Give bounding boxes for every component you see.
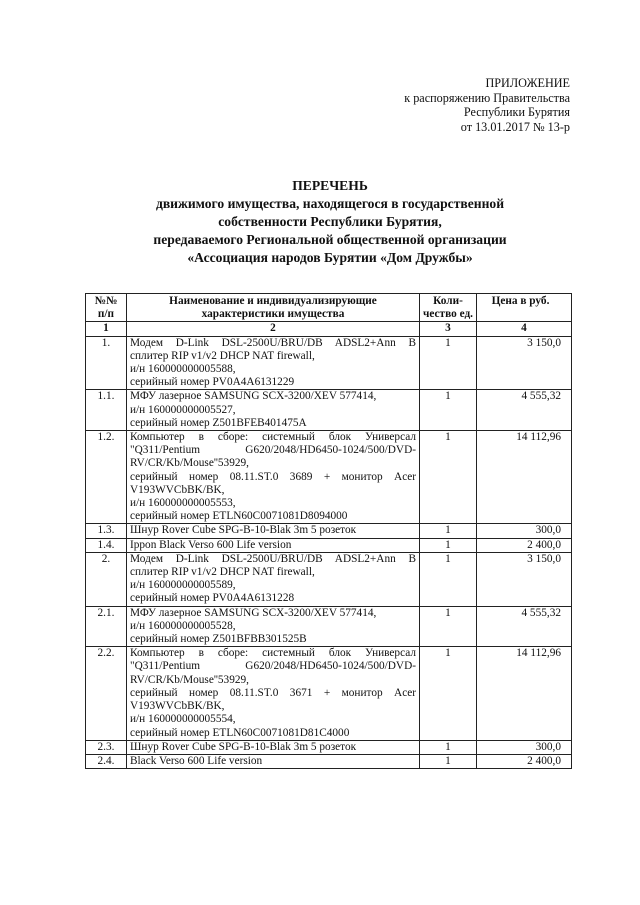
description-line: и/н 160000000005588, xyxy=(130,363,236,376)
row-quantity: 1 xyxy=(420,336,477,390)
row-description xyxy=(127,336,420,390)
description-line: серийный номер ETLN60C0071081D81C4000 xyxy=(130,726,350,739)
row-price: 4 555,32 xyxy=(477,390,572,431)
description-line: и/н 160000000005554, xyxy=(130,713,236,726)
row-description xyxy=(127,552,420,606)
description-line: МФУ лазерное SAMSUNG SCX-3200/XEV 577414, xyxy=(130,390,377,403)
row-price: 14 112,96 xyxy=(477,431,572,524)
row-description xyxy=(127,606,420,647)
column-number: 1 xyxy=(86,322,127,336)
description-line: серийный номер PV0A4A6131229 xyxy=(130,376,295,389)
header-price: Цена в руб. xyxy=(477,294,572,322)
table-row xyxy=(86,754,572,768)
title-heading: ПЕРЕЧЕНЬ xyxy=(292,178,368,193)
table-row xyxy=(86,538,572,552)
appendix-label: ПРИЛОЖЕНИЕ xyxy=(485,76,570,90)
appendix-government: Республики Бурятия xyxy=(463,105,570,119)
row-number: 1.2. xyxy=(86,431,127,524)
column-number: 2 xyxy=(127,322,420,336)
row-number: 2.4. xyxy=(86,754,127,768)
row-price: 2 400,0 xyxy=(477,754,572,768)
row-number: 1.3. xyxy=(86,524,127,538)
column-number: 3 xyxy=(420,322,477,336)
description-line: Модем D-Link DSL-2500U/BRU/DB ADSL2+Ann В сплитер RIP v1/v2 DHCP NAT firewall, xyxy=(130,552,416,579)
description-line: и/н 160000000005527, xyxy=(130,403,236,416)
table-body xyxy=(86,336,572,769)
description-line: серийный номер 08.11.ST.0 3671 + монитор Acer V193WVCbBK/BK, xyxy=(130,686,416,713)
row-number: 2.2. xyxy=(86,647,127,740)
row-number: 2. xyxy=(86,552,127,606)
row-quantity: 1 xyxy=(420,390,477,431)
table-row xyxy=(86,431,572,524)
table-row xyxy=(86,336,572,390)
row-quantity: 1 xyxy=(420,754,477,768)
description-line: Шнур Rover Cube SPG-B-10-Blak 3m 5 розеток xyxy=(130,524,357,537)
description-line: Модем D-Link DSL-2500U/BRU/DB ADSL2+Ann В сплитер RIP v1/v2 DHCP NAT firewall, xyxy=(130,336,416,362)
header-qty: Коли-чество ед. xyxy=(420,294,477,322)
row-description xyxy=(127,390,420,431)
header-desc: Наименование и индивидуализирующие характеристики имущества xyxy=(127,294,420,322)
row-price: 3 150,0 xyxy=(477,336,572,390)
row-number: 2.1. xyxy=(86,606,127,647)
appendix-date-number: от 13.01.2017 № 13-р xyxy=(460,119,570,134)
appendix-block xyxy=(404,76,570,134)
row-description xyxy=(127,524,420,538)
description-line: и/н 160000000005589, xyxy=(130,579,236,592)
row-description xyxy=(127,647,420,740)
row-price: 300,0 xyxy=(477,740,572,754)
table-header-row xyxy=(86,294,572,322)
description-line: серийный номер 08.11.ST.0 3689 + монитор Acer V193WVCbBK/BK, xyxy=(130,470,416,496)
description-line: Шнур Rover Cube SPG-B-10-Blak 3m 5 розеток xyxy=(130,740,357,753)
column-number: 4 xyxy=(477,322,572,336)
description-line: Компьютер в сборе: системный блок Универсал "Q311/Pentium G620/2048/HD6450-1024/500/DVD-RV/CR/Kb/Mouse''53929, xyxy=(130,647,416,686)
property-table xyxy=(85,293,572,769)
row-quantity: 1 xyxy=(420,740,477,754)
title-line-5: «Ассоциация народов Бурятии «Дом Дружбы» xyxy=(187,250,473,265)
description-line: Black Verso 600 Life version xyxy=(130,754,263,767)
row-price: 300,0 xyxy=(477,524,572,538)
description-line: серийный номер PV0A4A6131228 xyxy=(130,592,295,605)
row-quantity: 1 xyxy=(420,431,477,524)
description-line: серийный номер Z501BFBB301525B xyxy=(130,633,307,646)
table-row xyxy=(86,524,572,538)
title-line-2: движимого имущества, находящегося в государственной xyxy=(155,196,505,211)
description-line: и/н 160000000005553, xyxy=(130,497,236,510)
row-description xyxy=(127,431,420,524)
appendix-order-ref: к распоряжению Правительства xyxy=(404,90,570,105)
row-number: 1.4. xyxy=(86,538,127,552)
header-num: №№ п/п xyxy=(86,294,127,322)
row-description xyxy=(127,740,420,754)
table-row xyxy=(86,390,572,431)
row-quantity: 1 xyxy=(420,538,477,552)
row-quantity: 1 xyxy=(420,524,477,538)
row-number: 1.1. xyxy=(86,390,127,431)
column-number-row xyxy=(86,322,572,336)
title-line-4: передаваемого Региональной общественной организации xyxy=(153,232,507,247)
description-line: Компьютер в сборе: системный блок Универсал "Q311/Pentium G620/2048/HD6450-1024/500/DVD-RV/CR/Kb/Mouse''53929, xyxy=(130,431,416,470)
description-line: Ippon Black Verso 600 Life version xyxy=(130,538,292,551)
row-price: 14 112,96 xyxy=(477,647,572,740)
row-quantity: 1 xyxy=(420,552,477,606)
description-line: серийный номер ETLN60C0071081D8094000 xyxy=(130,510,348,523)
row-quantity: 1 xyxy=(420,606,477,647)
table-row xyxy=(86,740,572,754)
table-row xyxy=(86,552,572,606)
table-row xyxy=(86,606,572,647)
row-price: 4 555,32 xyxy=(477,606,572,647)
row-number: 1. xyxy=(86,336,127,390)
row-description xyxy=(127,754,420,768)
description-line: и/н 160000000005528, xyxy=(130,619,236,632)
table-row xyxy=(86,647,572,740)
row-description xyxy=(127,538,420,552)
row-quantity: 1 xyxy=(420,647,477,740)
description-line: МФУ лазерное SAMSUNG SCX-3200/XEV 577414, xyxy=(130,606,377,619)
row-number: 2.3. xyxy=(86,740,127,754)
row-price: 3 150,0 xyxy=(477,552,572,606)
description-line: серийный номер Z501BFEB401475A xyxy=(130,416,307,429)
title-line-3: собственности Республики Бурятия, xyxy=(218,214,442,229)
document-title xyxy=(100,177,560,267)
row-price: 2 400,0 xyxy=(477,538,572,552)
